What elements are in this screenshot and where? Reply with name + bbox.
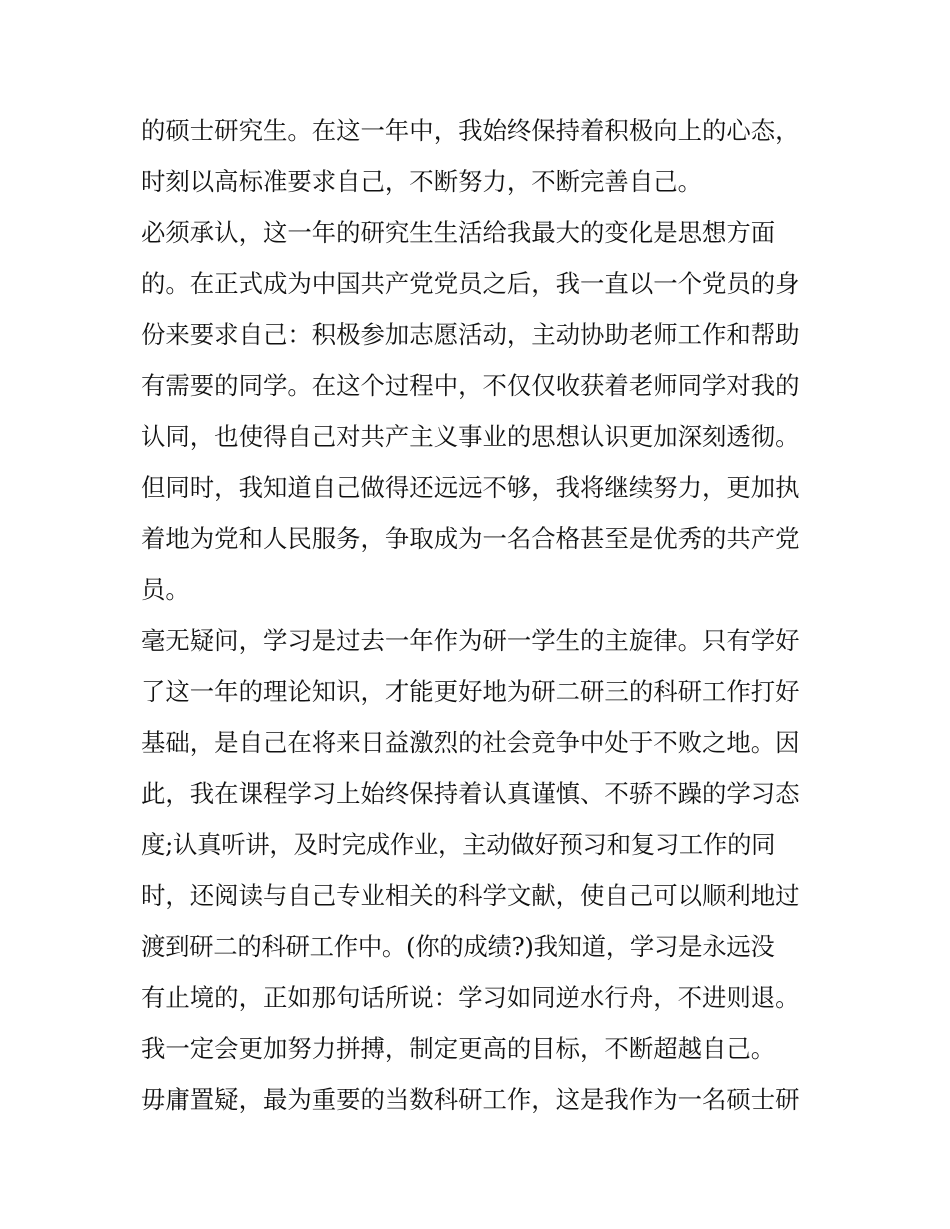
text-line: 了这一年的理论知识，才能更好地为研二研三的科研工作打好 bbox=[141, 677, 800, 706]
body-text bbox=[141, 105, 831, 1125]
text-line: 有需要的同学。在这个过程中，不仅仅收获着老师同学对我的 bbox=[141, 371, 800, 400]
text-line: 着地为党和人民服务，争取成为一名合格甚至是优秀的共产党 bbox=[141, 524, 800, 553]
text-line: 此，我在课程学习上始终保持着认真谨慎、不骄不躁的学习态 bbox=[141, 779, 800, 808]
text-line: 份来要求自己：积极参加志愿活动，主动协助老师工作和帮助 bbox=[141, 320, 800, 349]
text-line: 员。 bbox=[141, 575, 190, 604]
text-line: 基础，是自己在将来日益激烈的社会竞争中处于不败之地。因 bbox=[141, 728, 800, 757]
text-line: 但同时，我知道自己做得还远远不够，我将继续努力，更加执 bbox=[141, 473, 800, 502]
text-line: 时，还阅读与自己专业相关的科学文献，使自己可以顺利地过 bbox=[141, 881, 800, 910]
text-line: 我一定会更加努力拼搏，制定更高的目标，不断超越自己。 bbox=[141, 1034, 776, 1063]
text-line: 时刻以高标准要求自己，不断努力，不断完善自己。 bbox=[141, 167, 702, 196]
text-line: 毫无疑问，学习是过去一年作为研一学生的主旋律。只有学好 bbox=[141, 626, 800, 655]
text-line: 的硕士研究生。在这一年中，我始终保持着积极向上的心态， bbox=[141, 116, 800, 145]
text-line: 必须承认，这一年的研究生生活给我最大的变化是思想方面 bbox=[141, 218, 776, 247]
text-line: 的。在正式成为中国共产党党员之后，我一直以一个党员的身 bbox=[141, 269, 800, 298]
text-line: 认同，也使得自己对共产主义事业的思想认识更加深刻透彻。 bbox=[141, 422, 800, 451]
text-line: 度;认真听讲，及时完成作业，主动做好预习和复习工作的同 bbox=[141, 830, 776, 859]
text-line: 渡到研二的科研工作中。(你的成绩?)我知道，学习是永远没 bbox=[141, 932, 775, 961]
text-line: 有止境的，正如那句话所说：学习如同逆水行舟，不进则退。 bbox=[141, 983, 800, 1012]
text-line: 毋庸置疑，最为重要的当数科研工作，这是我作为一名硕士研 bbox=[141, 1085, 800, 1114]
